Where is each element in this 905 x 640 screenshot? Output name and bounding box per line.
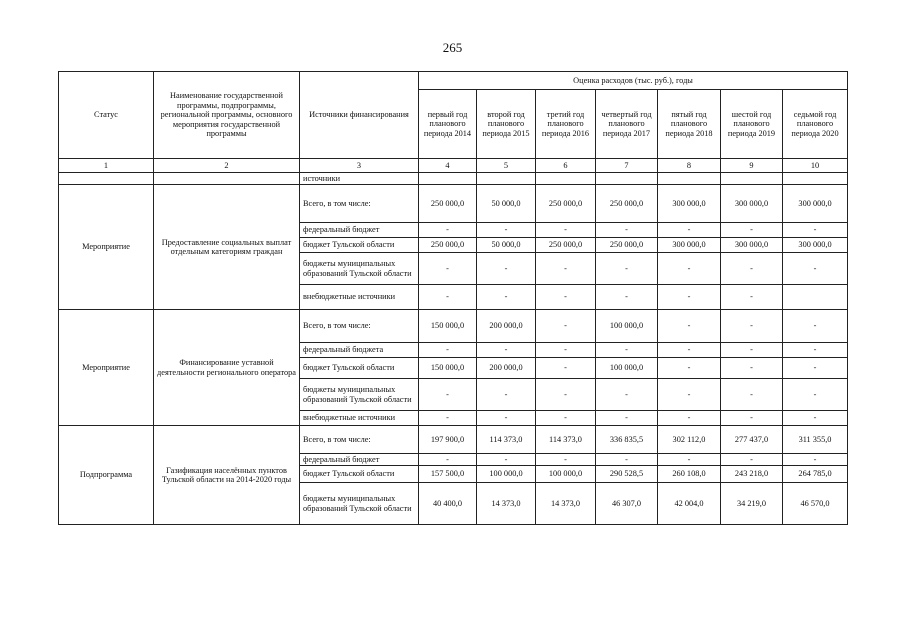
amount-cell: - <box>596 223 658 238</box>
amount-cell: 300 000,0 <box>658 238 721 253</box>
funding-source: бюджеты муниципальных образований Тульской области <box>300 379 419 411</box>
header-year-4: четвертый год планового периода 2017 <box>596 90 658 159</box>
amount-cell: - <box>721 253 783 285</box>
empty-cell <box>477 173 536 185</box>
column-number: 8 <box>658 159 721 173</box>
funding-source: бюджет Тульской области <box>300 466 419 483</box>
amount-cell: - <box>536 343 596 358</box>
column-number: 10 <box>783 159 848 173</box>
header-estimate: Оценка расходов (тыс. руб.), годы <box>419 72 848 90</box>
funding-source: Всего, в том числе: <box>300 185 419 223</box>
amount-cell: - <box>783 379 848 411</box>
amount-cell: 150 000,0 <box>419 358 477 379</box>
amount-cell: 250 000,0 <box>596 185 658 223</box>
amount-cell: - <box>536 411 596 426</box>
amount-cell: 114 373,0 <box>477 426 536 454</box>
amount-cell: - <box>477 223 536 238</box>
amount-cell: 100 000,0 <box>477 466 536 483</box>
amount-cell: - <box>721 223 783 238</box>
column-number: 2 <box>154 159 300 173</box>
amount-cell: 250 000,0 <box>536 185 596 223</box>
amount-cell: 157 500,0 <box>419 466 477 483</box>
funding-source: бюджеты муниципальных образований Тульской области <box>300 483 419 525</box>
amount-cell: - <box>536 358 596 379</box>
column-number: 9 <box>721 159 783 173</box>
amount-cell: - <box>596 379 658 411</box>
funding-source: бюджет Тульской области <box>300 238 419 253</box>
amount-cell: 260 108,0 <box>658 466 721 483</box>
column-number: 7 <box>596 159 658 173</box>
amount-cell: - <box>783 343 848 358</box>
row-name: Финансирование уставной деятельности регионального оператора <box>154 310 300 426</box>
amount-cell: 50 000,0 <box>477 238 536 253</box>
empty-cell <box>154 173 300 185</box>
funding-source: бюджеты муниципальных образований Тульской области <box>300 253 419 285</box>
header-year-6: шестой год планового периода 2019 <box>721 90 783 159</box>
amount-cell: - <box>477 454 536 466</box>
column-number: 4 <box>419 159 477 173</box>
amount-cell: - <box>783 358 848 379</box>
amount-cell: 300 000,0 <box>721 185 783 223</box>
funding-source: внебюджетные источники <box>300 285 419 310</box>
amount-cell: - <box>721 379 783 411</box>
amount-cell: 302 112,0 <box>658 426 721 454</box>
amount-cell: - <box>536 454 596 466</box>
column-number: 5 <box>477 159 536 173</box>
amount-cell: - <box>419 253 477 285</box>
amount-cell: 250 000,0 <box>536 238 596 253</box>
amount-cell: 114 373,0 <box>536 426 596 454</box>
amount-cell: 243 218,0 <box>721 466 783 483</box>
amount-cell: - <box>721 310 783 343</box>
amount-cell: - <box>658 253 721 285</box>
empty-cell <box>658 173 721 185</box>
amount-cell: - <box>658 343 721 358</box>
amount-cell: 250 000,0 <box>419 185 477 223</box>
amount-cell: - <box>658 310 721 343</box>
header-year-7: седьмой год планового периода 2020 <box>783 90 848 159</box>
amount-cell: - <box>419 454 477 466</box>
amount-cell: 300 000,0 <box>783 238 848 253</box>
amount-cell <box>783 285 848 310</box>
amount-cell: - <box>477 343 536 358</box>
amount-cell: 100 000,0 <box>536 466 596 483</box>
amount-cell: - <box>721 358 783 379</box>
amount-cell: - <box>658 411 721 426</box>
amount-cell: 264 785,0 <box>783 466 848 483</box>
funding-source: федеральный бюджет <box>300 223 419 238</box>
amount-cell: - <box>721 454 783 466</box>
header-name: Наименование государственной программы, подпрограммы, региональной программы, основного мероприятия государственной программы <box>154 72 300 159</box>
header-year-1: первый год планового периода 2014 <box>419 90 477 159</box>
amount-cell: - <box>783 253 848 285</box>
amount-cell: - <box>419 411 477 426</box>
table-row <box>59 310 848 343</box>
amount-cell: 34 219,0 <box>721 483 783 525</box>
amount-cell: 300 000,0 <box>783 185 848 223</box>
amount-cell: - <box>477 411 536 426</box>
amount-cell: - <box>536 285 596 310</box>
amount-cell: 290 528,5 <box>596 466 658 483</box>
funding-source: бюджет Тульской области <box>300 358 419 379</box>
amount-cell: - <box>783 411 848 426</box>
amount-cell: 250 000,0 <box>596 238 658 253</box>
amount-cell: - <box>721 285 783 310</box>
amount-cell: - <box>419 343 477 358</box>
budget-table <box>58 71 848 525</box>
empty-cell <box>783 173 848 185</box>
amount-cell: - <box>658 223 721 238</box>
page-number: 265 <box>442 40 463 55</box>
amount-cell: 46 307,0 <box>596 483 658 525</box>
amount-cell: - <box>477 253 536 285</box>
amount-cell: - <box>477 285 536 310</box>
amount-cell: - <box>596 253 658 285</box>
amount-cell: 150 000,0 <box>419 310 477 343</box>
amount-cell: - <box>783 310 848 343</box>
amount-cell: 300 000,0 <box>658 185 721 223</box>
amount-cell: 200 000,0 <box>477 358 536 379</box>
amount-cell: - <box>419 379 477 411</box>
amount-cell: - <box>721 343 783 358</box>
empty-cell <box>536 173 596 185</box>
amount-cell: - <box>658 379 721 411</box>
amount-cell: - <box>658 358 721 379</box>
amount-cell: - <box>783 454 848 466</box>
amount-cell: 197 900,0 <box>419 426 477 454</box>
continuation-label: источники <box>300 173 419 185</box>
amount-cell: - <box>536 310 596 343</box>
row-name: Газификация населённых пунктов Тульской области на 2014-2020 годы <box>154 426 300 525</box>
amount-cell: - <box>596 285 658 310</box>
amount-cell: 300 000,0 <box>721 238 783 253</box>
amount-cell: - <box>721 411 783 426</box>
amount-cell: - <box>658 454 721 466</box>
amount-cell: 50 000,0 <box>477 185 536 223</box>
amount-cell: - <box>596 411 658 426</box>
amount-cell: - <box>536 379 596 411</box>
amount-cell: - <box>596 454 658 466</box>
amount-cell: - <box>477 379 536 411</box>
amount-cell: 100 000,0 <box>596 310 658 343</box>
row-status: Подпрограмма <box>59 426 154 525</box>
row-status: Мероприятие <box>59 185 154 310</box>
amount-cell: 100 000,0 <box>596 358 658 379</box>
header-year-5: пятый год планового периода 2018 <box>658 90 721 159</box>
table-row <box>59 426 848 454</box>
amount-cell: - <box>596 343 658 358</box>
header-sources: Источники финансирования <box>300 72 419 159</box>
row-status: Мероприятие <box>59 310 154 426</box>
funding-source: Всего, в том числе: <box>300 310 419 343</box>
amount-cell: 14 373,0 <box>536 483 596 525</box>
amount-cell: 250 000,0 <box>419 238 477 253</box>
amount-cell: - <box>536 223 596 238</box>
funding-source: Всего, в том числе: <box>300 426 419 454</box>
amount-cell: - <box>783 223 848 238</box>
amount-cell: 40 400,0 <box>419 483 477 525</box>
amount-cell: 311 355,0 <box>783 426 848 454</box>
column-number: 3 <box>300 159 419 173</box>
table-row <box>59 185 848 223</box>
funding-source: федеральный бюджет <box>300 454 419 466</box>
amount-cell: 14 373,0 <box>477 483 536 525</box>
amount-cell: - <box>536 253 596 285</box>
amount-cell: 336 835,5 <box>596 426 658 454</box>
funding-source: внебюджетные источники <box>300 411 419 426</box>
amount-cell: 200 000,0 <box>477 310 536 343</box>
amount-cell: - <box>419 285 477 310</box>
header-year-2: второй год планового периода 2015 <box>477 90 536 159</box>
amount-cell: 277 437,0 <box>721 426 783 454</box>
amount-cell: - <box>419 223 477 238</box>
amount-cell: - <box>658 285 721 310</box>
empty-cell <box>596 173 658 185</box>
header-year-3: третий год планового периода 2016 <box>536 90 596 159</box>
column-number: 1 <box>59 159 154 173</box>
empty-cell <box>59 173 154 185</box>
funding-source: федеральный бюджета <box>300 343 419 358</box>
header-status: Статус <box>59 72 154 159</box>
column-number: 6 <box>536 159 596 173</box>
empty-cell <box>419 173 477 185</box>
empty-cell <box>721 173 783 185</box>
row-name: Предоставление социальных выплат отдельным категориям граждан <box>154 185 300 310</box>
amount-cell: 42 004,0 <box>658 483 721 525</box>
amount-cell: 46 570,0 <box>783 483 848 525</box>
